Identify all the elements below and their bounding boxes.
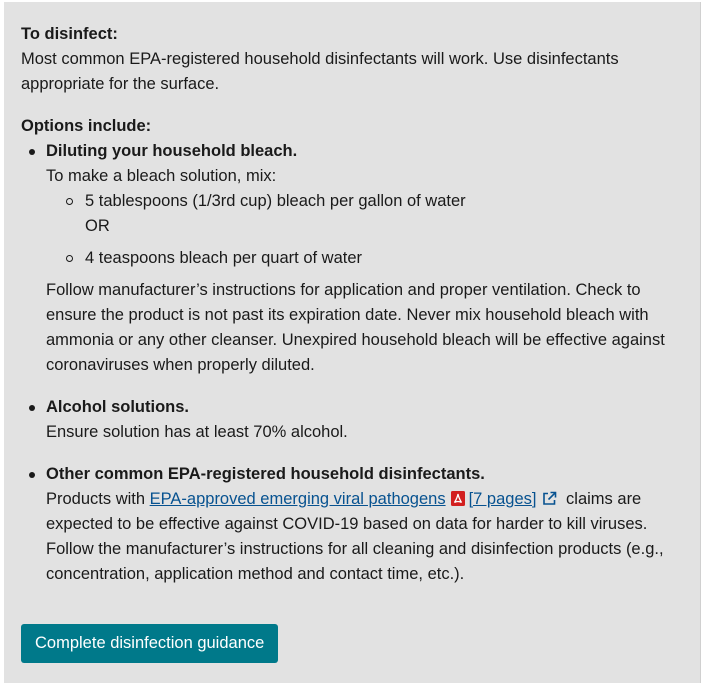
alcohol-title: Alcohol solutions. [46, 398, 189, 416]
disinfect-heading: To disinfect: [21, 25, 118, 43]
bleach-sub-list [46, 189, 691, 271]
epa-pathogens-link[interactable]: EPA-approved emerging viral pathogens [149, 490, 446, 508]
options-heading: Options include: [21, 117, 152, 135]
disinfect-section [21, 22, 691, 97]
bleach-quart-text: 4 teaspoons bleach per quart of water [85, 249, 363, 267]
panel-content [21, 22, 691, 604]
bleach-sub-item-quart [65, 246, 691, 271]
list-item-alcohol [21, 395, 691, 445]
pages-link[interactable]: [7 pages] [468, 490, 537, 508]
options-list [21, 139, 691, 587]
other-text-before: Products with [46, 490, 150, 508]
external-link-icon [542, 489, 557, 504]
bleach-title: Diluting your household bleach. [46, 142, 298, 160]
bleach-note: Follow manufacturer’s instructions for application and proper ventilation. Check to ensure the product is not past its expiration date. Never mix household bleach with ammonia or any other cleanser. Unexpired household bleach will be effective against coronaviruses when properly diluted. [46, 281, 665, 374]
bleach-sub-item-gallon [65, 189, 691, 239]
bleach-or-text: OR [85, 217, 110, 235]
list-item-other [21, 462, 691, 587]
other-text [46, 487, 691, 587]
other-text-after: claims are expected to be effective against COVID-19 based on data for harder to kill viruses. Follow the manufacturer’s instructions for all cleaning and disinfection products (e.g., concentration, application method and contact time, etc.). [46, 490, 664, 583]
bleach-intro: To make a bleach solution, mix: [46, 167, 277, 185]
alcohol-text: Ensure solution has at least 70% alcohol. [46, 423, 348, 441]
other-title: Other common EPA-registered household disinfectants. [46, 465, 485, 483]
complete-guidance-button[interactable]: Complete disinfection guidance [21, 624, 278, 663]
pdf-icon [451, 489, 465, 504]
disinfection-panel [4, 2, 701, 683]
list-item-bleach [21, 139, 691, 378]
disinfect-text: Most common EPA-registered household disinfectants will work. Use disinfectants appropriate for the surface. [21, 50, 619, 93]
bleach-gallon-text: 5 tablespoons (1/3rd cup) bleach per gallon of water [85, 192, 466, 210]
